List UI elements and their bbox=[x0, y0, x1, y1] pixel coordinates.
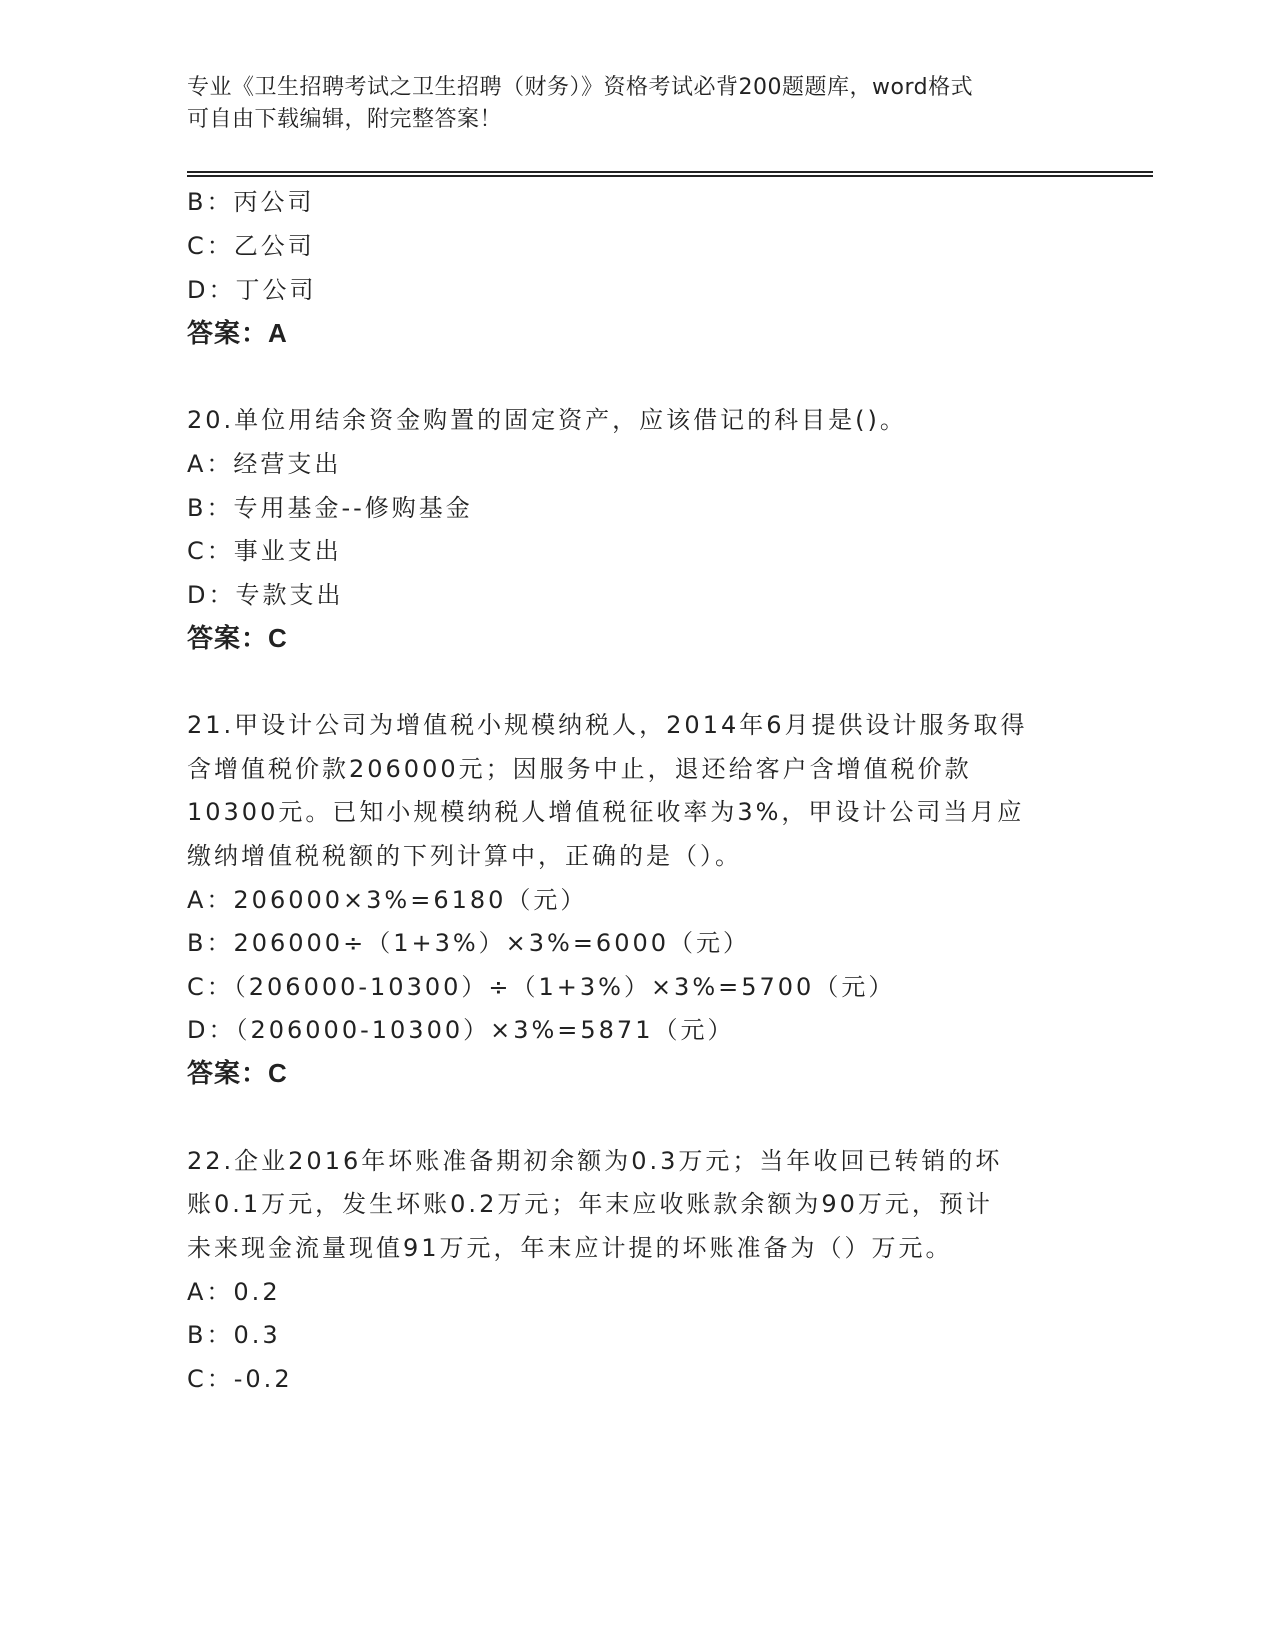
answer: 答案：C bbox=[187, 623, 288, 653]
option-b: B：专用基金--修购基金 bbox=[187, 494, 473, 522]
answer: 答案：A bbox=[187, 318, 288, 348]
option-d: D：（206000-10300）×3%=5871（元） bbox=[187, 1016, 735, 1044]
question-stem-line: 未来现金流量现值91万元，年末应计提的坏账准备为（）万元。 bbox=[187, 1234, 953, 1262]
question-stem-line: 22.企业2016年坏账准备期初余额为0.3万元；当年收回已转销的坏 bbox=[187, 1147, 1003, 1175]
option-d: D：丁公司 bbox=[187, 276, 317, 304]
question-stem: 20.单位用结余资金购置的固定资产，应该借记的科目是()。 bbox=[187, 406, 907, 434]
option-d: D：专款支出 bbox=[187, 581, 344, 609]
option-a: A：经营支出 bbox=[187, 450, 342, 478]
document-title bbox=[187, 72, 1087, 136]
question-stem-line: 含增值税价款206000元；因服务中止，退还给客户含增值税价款 bbox=[187, 755, 972, 783]
option-c: C：事业支出 bbox=[187, 537, 342, 565]
header-divider-bottom bbox=[187, 175, 1153, 177]
question-stem-line: 账0.1万元，发生坏账0.2万元；年末应收账款余额为90万元，预计 bbox=[187, 1190, 993, 1218]
title-line-2: 可自由下载编辑，附完整答案！ bbox=[187, 107, 503, 132]
title-line-1: 专业《卫生招聘考试之卫生招聘（财务）》资格考试必背200题题库，word格式 bbox=[187, 75, 974, 100]
option-b: B：206000÷（1+3%）×3%=6000（元） bbox=[187, 929, 751, 957]
answer: 答案：C bbox=[187, 1058, 288, 1088]
option-b: B：0.3 bbox=[187, 1321, 281, 1349]
option-a: A：206000×3%=6180（元） bbox=[187, 886, 588, 914]
option-c: C：-0.2 bbox=[187, 1365, 293, 1393]
question-stem-line: 缴纳增值税税额的下列计算中，正确的是（）。 bbox=[187, 842, 742, 870]
question-stem-line: 21.甲设计公司为增值税小规模纳税人，2014年6月提供设计服务取得 bbox=[187, 711, 1028, 739]
header-divider-top bbox=[187, 171, 1153, 173]
option-c: C：乙公司 bbox=[187, 232, 315, 260]
option-a: A：0.2 bbox=[187, 1278, 281, 1306]
option-c: C：（206000-10300）÷（1+3%）×3%=5700（元） bbox=[187, 973, 896, 1001]
question-stem-line: 10300元。已知小规模纳税人增值税征收率为3%，甲设计公司当月应 bbox=[187, 798, 1025, 826]
option-b: B：丙公司 bbox=[187, 188, 315, 216]
